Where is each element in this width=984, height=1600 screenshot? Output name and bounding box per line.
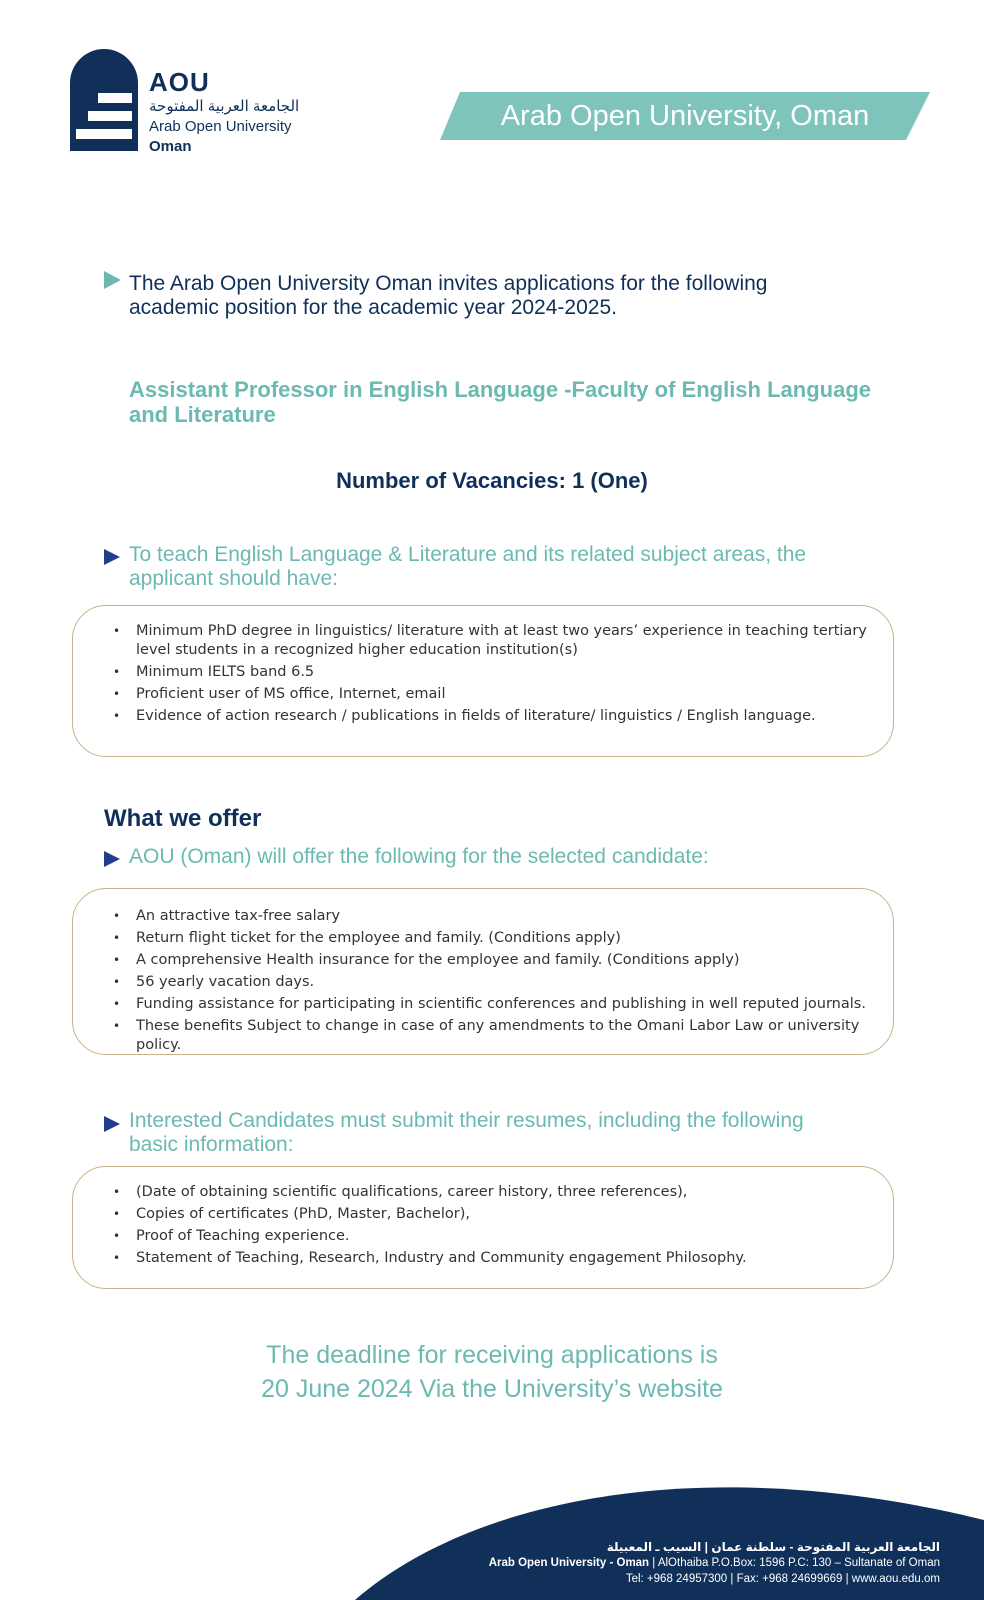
offer-section-title: What we offer xyxy=(104,805,262,832)
logo-arabic-name: الجامعة العربية المفتوحة xyxy=(149,98,300,115)
offer-list xyxy=(73,907,893,1055)
offer-heading: AOU (Oman) will offer the following for the selected candidate: xyxy=(129,845,709,868)
requirements-heading: To teach English Language & Literature and its related subject areas, the applicant should have: xyxy=(129,543,807,590)
list-item: • 56 yearly vacation days. xyxy=(73,973,893,992)
footer-address xyxy=(489,1557,940,1569)
deadline-notice xyxy=(0,1338,984,1406)
requirements-box xyxy=(72,605,894,757)
intro-text: The Arab Open University Oman invites applications for the following academic position for the academic year 2024-2025. xyxy=(129,272,768,319)
offer-box xyxy=(72,888,894,1055)
submission-box xyxy=(72,1166,894,1289)
list-item: • Proficient user of MS office, Internet, email xyxy=(73,685,893,704)
list-item: • Minimum PhD degree in linguistics/ literature with at least two years’ experience in teaching tertiary level students in a recognized higher education institution(s) xyxy=(73,622,893,660)
list-item: • Evidence of action research / publications in fields of literature/ linguistics / English language. xyxy=(73,707,893,726)
list-item: • (Date of obtaining scientific qualifications, career history, three references), xyxy=(73,1183,893,1202)
list-item: • Statement of Teaching, Research, Industry and Community engagement Philosophy. xyxy=(73,1249,893,1268)
submission-heading: Interested Candidates must submit their resumes, including the following basic information: xyxy=(129,1109,804,1156)
list-item: • Proof of Teaching experience. xyxy=(73,1227,893,1246)
list-item: • An attractive tax-free salary xyxy=(73,907,893,926)
requirements-list xyxy=(73,622,893,726)
vacancies-count: Number of Vacancies: 1 (One) xyxy=(336,468,648,493)
deadline-line-2: 20 June 2024 Via the University’s website xyxy=(261,1375,723,1403)
list-item: • Minimum IELTS band 6.5 xyxy=(73,663,893,682)
logo-acronym: AOU xyxy=(149,67,210,97)
banner-title: Arab Open University, Oman xyxy=(500,100,870,132)
list-item: • Return flight ticket for the employee and family. (Conditions apply) xyxy=(73,929,893,948)
list-item: • Funding assistance for participating in scientific conferences and publishing in well reputed journals. xyxy=(73,995,893,1014)
arrow-bullet-icon xyxy=(104,1116,120,1132)
aou-logo-icon xyxy=(70,49,138,151)
list-item: • Copies of certificates (PhD, Master, Bachelor), xyxy=(73,1205,893,1224)
list-item: • A comprehensive Health insurance for the employee and family. (Conditions apply) xyxy=(73,951,893,970)
logo-branch: Oman xyxy=(149,138,192,155)
footer-arabic-address: الجامعة العربية المفتوحة - سلطنة عمان | السيب ـ المعبيلة xyxy=(606,1540,940,1554)
arrow-bullet-icon xyxy=(104,549,120,565)
footer-address-text: | AlOthaiba P.O.Box: 1596 P.C: 130 – Sultanate of Oman xyxy=(649,1557,940,1569)
position-title: Assistant Professor in English Language -Faculty of English Language and Literature xyxy=(129,377,871,427)
logo-english-name: Arab Open University xyxy=(149,118,292,135)
arrow-bullet-icon xyxy=(104,851,120,867)
footer-contact: Tel: +968 24957300 | Fax: +968 24699669 | www.aou.edu.om xyxy=(625,1573,940,1585)
submission-list xyxy=(73,1183,893,1268)
deadline-line-1: The deadline for receiving applications is xyxy=(266,1341,718,1369)
footer-org: Arab Open University - Oman xyxy=(488,1557,650,1569)
arrow-bullet-icon xyxy=(104,271,121,289)
list-item: • These benefits Subject to change in case of any amendments to the Omani Labor Law or university policy. xyxy=(73,1017,893,1055)
